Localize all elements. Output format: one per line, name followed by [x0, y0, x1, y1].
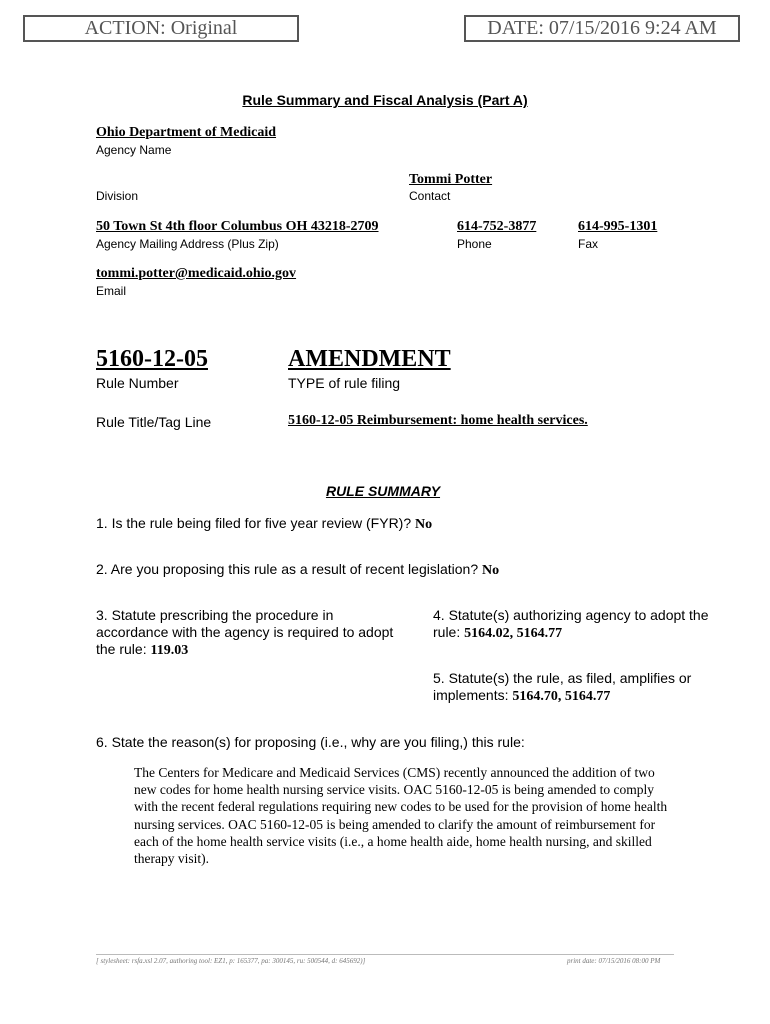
rule-title-label: Rule Title/Tag Line: [96, 414, 212, 430]
date-box: DATE: 07/15/2016 9:24 AM: [464, 15, 740, 42]
question-3: [96, 607, 396, 659]
email-value: tommi.potter@medicaid.ohio.gov: [96, 266, 297, 281]
question-1-answer: No: [415, 517, 433, 532]
question-3-answer: 119.03: [150, 643, 189, 658]
rule-number-value: 5160-12-05: [96, 346, 208, 372]
rule-type-value: AMENDMENT: [288, 346, 451, 372]
action-box: ACTION: Original: [23, 15, 299, 42]
document-title: Rule Summary and Fiscal Analysis (Part A): [242, 92, 528, 108]
question-1: [96, 515, 432, 533]
rule-type-label: TYPE of rule filing: [288, 375, 401, 391]
question-2-text: 2. Are you proposing this rule as a result of recent legislation?: [96, 561, 479, 577]
address-label: Agency Mailing Address (Plus Zip): [96, 237, 279, 251]
email-label: Email: [96, 284, 127, 298]
footer-stylesheet-info: [ stylesheet: rsfa.xsl 2.07, authoring tool: EZ1, p: 165377, pa: 300145, ru: 500544, d: 645692)]: [96, 957, 366, 965]
rule-title-value: 5160-12-05 Reimbursement: home health services.: [288, 413, 588, 428]
footer-divider: [96, 954, 674, 955]
question-5: [433, 670, 723, 705]
rule-summary-heading: RULE SUMMARY: [325, 483, 441, 499]
question-4: [433, 607, 723, 642]
address-value: 50 Town St 4th floor Columbus OH 43218-2709: [96, 219, 379, 234]
fax-label: Fax: [578, 237, 599, 251]
question-2: [96, 561, 499, 579]
phone-value: 614-752-3877: [457, 219, 537, 234]
contact-label: Contact: [409, 189, 451, 203]
question-4-answer: 5164.02, 5164.77: [464, 626, 563, 641]
rule-number-label: Rule Number: [96, 375, 179, 391]
question-5-text: 5. Statute(s) the rule, as filed, amplifies or implements:: [433, 670, 692, 703]
footer-print-date: print date: 07/15/2016 08:00 PM: [567, 957, 661, 965]
fax-value: 614-995-1301: [578, 219, 658, 234]
phone-label: Phone: [457, 237, 492, 251]
question-4-text: 4. Statute(s) authorizing agency to adopt the rule:: [433, 607, 709, 640]
question-6-text: 6. State the reason(s) for proposing (i.e., why are you filing,) this rule:: [96, 734, 525, 750]
agency-name-label: Agency Name: [96, 143, 172, 157]
question-3-text: 3. Statute prescribing the procedure in accordance with the agency is required to adopt the rule:: [96, 607, 394, 657]
question-2-answer: No: [482, 563, 500, 578]
question-6-answer: The Centers for Medicare and Medicaid Services (CMS) recently announced the addition of two new codes for home health nursing service visits. OAC 5160-12-05 is being amended to comply with the recent federal regulations requiring new codes to be used for the provision of home health nursing services. OAC 5160-12-05 is being amended to clarify the amount of reimbursement for each of the home health service visits (i.e., a home health aide, home health nursing, and skilled therapy visit).: [134, 765, 668, 867]
division-label: Division: [96, 189, 139, 203]
question-5-answer: 5164.70, 5164.77: [512, 689, 611, 704]
question-1-text: 1. Is the rule being filed for five year review (FYR)?: [96, 515, 412, 531]
contact-value: Tommi Potter: [409, 172, 493, 187]
agency-name-value: Ohio Department of Medicaid: [96, 125, 277, 140]
